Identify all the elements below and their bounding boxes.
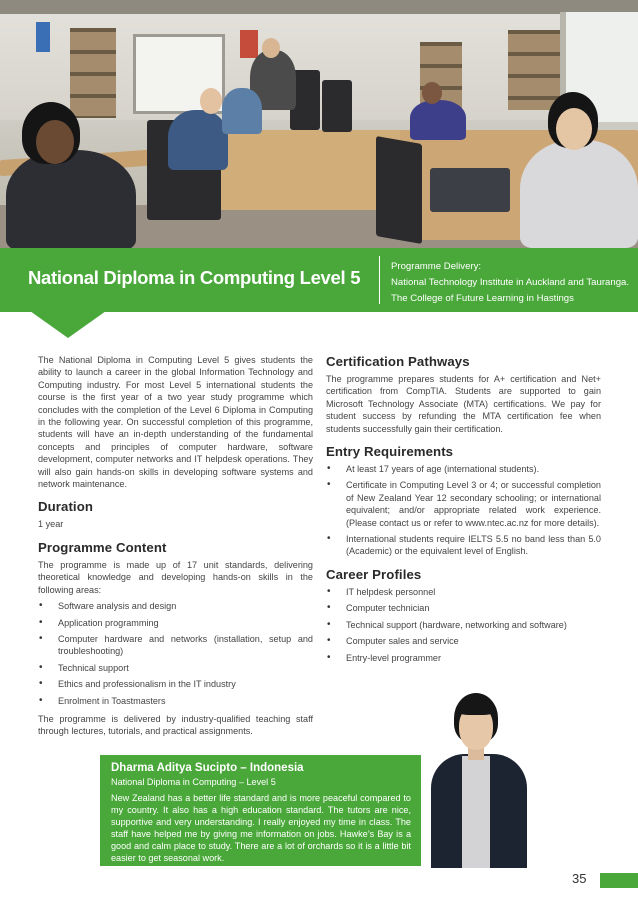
programme-content-list (38, 600, 313, 707)
list-item: • Computer hardware and networks (installation, setup and troubleshooting) (38, 633, 313, 658)
list-item: • Technical support (hardware, networking and software) (326, 619, 601, 631)
programme-delivery (391, 259, 636, 307)
programme-title-band (0, 248, 638, 312)
testimonial-name: Dharma Aditya Sucipto – Indonesia (111, 762, 304, 774)
page-number: 35 (572, 871, 587, 886)
list-item: • Software analysis and design (38, 600, 313, 612)
list-item: • International students require IELTS 5.5 no band less than 5.0 (Academic) or the equivalent level of English. (326, 533, 601, 558)
band-pointer-arrow (30, 311, 106, 338)
list-item: • At least 17 years of age (international students). (326, 463, 601, 475)
certification-text: The programme prepares students for A+ certification and Net+ certification from CompTIA. Students are supported to gain Microsoft Technology Associate (MTA) certifications. We pay for student success by refunding the MTA certification fee when students successfully gain their certification. (326, 374, 601, 434)
career-profiles-list (326, 586, 601, 664)
list-item: • Certificate in Computing Level 3 or 4; or successful completion of New Zealand Year 12 secondary schooling; or international equivalent; and/or appropriate related work experience. (Please contact us or refer to www.ntec.ac.nz for more details). (326, 479, 601, 529)
list-item: • Entry-level programmer (326, 652, 601, 664)
hero-photo-computer-lab (0, 0, 638, 248)
right-column (326, 354, 601, 668)
list-item: • Computer sales and service (326, 635, 601, 647)
career-profiles-heading: Career Profiles (326, 566, 422, 582)
programme-title: National Diploma in Computing Level 5 (28, 267, 361, 288)
entry-requirements-list (326, 463, 601, 558)
programme-content-intro: The programme is made up of 17 unit standards, delivering theoretical knowledge and developing hands-on skills in the following areas: (38, 559, 313, 595)
title-divider (379, 256, 380, 304)
list-item: • IT helpdesk personnel (326, 586, 601, 598)
list-item: • Enrolment in Toastmasters (38, 695, 313, 707)
duration-heading: Duration (38, 499, 94, 515)
delivery-label: Programme Delivery: (391, 261, 482, 272)
student-portrait (425, 690, 533, 868)
page-number-bar (600, 873, 638, 888)
left-column (38, 354, 313, 738)
list-item: • Application programming (38, 617, 313, 629)
certification-heading: Certification Pathways (326, 354, 470, 369)
delivery-location-1: National Technology Institute in Auckland and Tauranga. (391, 277, 630, 288)
intro-paragraph: The National Diploma in Computing Level 5 gives students the ability to launch a career in the global Information Technology and Computing industry. For most Level 5 international students the course is the first year of a two year study programme which concludes with the completion of the Level 6 Diploma in Computing in the following year. On successful completion of this programme, students will have an in-depth understanding of the fundamental concepts and principles of computer hardware, software development, computer networks and IT helpdesk operations. They will also gain hands-on skills in developing software systems and network maintenance. (38, 355, 313, 490)
list-item: • Technical support (38, 662, 313, 674)
entry-requirements-heading: Entry Requirements (326, 444, 454, 460)
delivery-location-2: The College of Future Learning in Hastings (391, 293, 574, 304)
list-item: • Ethics and professionalism in the IT industry (38, 678, 313, 690)
student-testimonial (100, 755, 421, 866)
testimonial-quote: New Zealand has a better life standard and is more peaceful compared to my country. It also has a high education standard. The tutors are nice, supportive and very understanding. I really enjoyed my time in class. The staff have helped me by giving me information on jobs. Hawke’s Bay is a good and calm place to study. There are a lot of orchards so it is a little bit easier to get seasonal work. (111, 793, 411, 863)
programme-content-heading: Programme Content (38, 539, 167, 555)
duration-value: 1 year (38, 519, 64, 530)
testimonial-programme: National Diploma in Computing – Level 5 (111, 777, 276, 787)
list-item: • Computer technician (326, 602, 601, 614)
programme-content-outro: The programme is delivered by industry-qualified teaching staff through lectures, tutorials, and practical assignments. (38, 713, 313, 737)
